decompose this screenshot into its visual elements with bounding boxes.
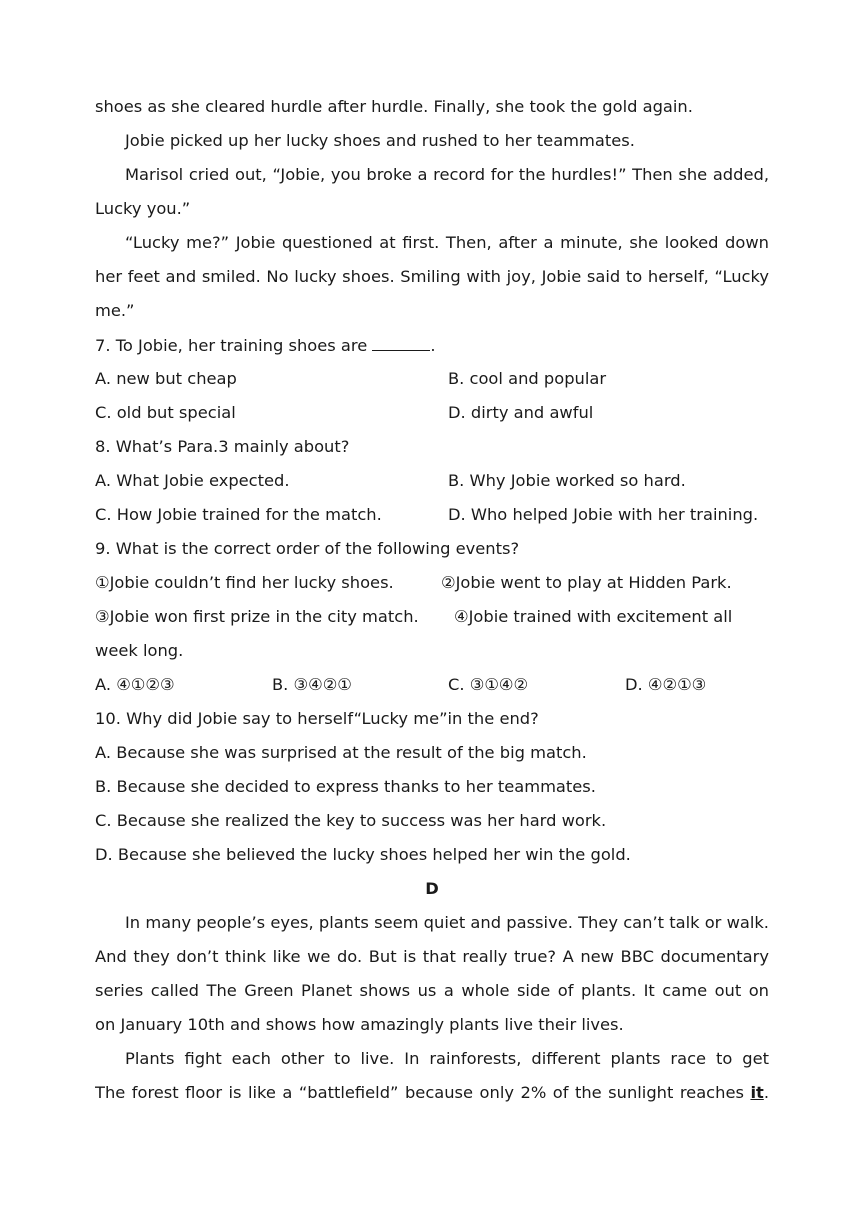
passage-line: In many people’s eyes, plants seem quiet and passive. They can’t talk or walk. <box>125 913 769 932</box>
question-8-option-d: D. Who helped Jobie with her training. <box>448 505 759 524</box>
question-8-option-c: C. How Jobie trained for the match. <box>95 505 382 524</box>
question-7-option-a: A. new but cheap <box>95 369 237 388</box>
story-line: “Lucky me?” Jobie questioned at first. Then, after a minute, she looked down <box>125 233 769 252</box>
passage-line: series called The Green Planet shows us a whole side of plants. It came out on <box>95 981 769 1000</box>
passage-line-last <box>95 1076 769 1110</box>
event-4: ④Jobie trained with excitement all <box>454 607 733 626</box>
question-9-events-row-2 <box>95 600 769 634</box>
question-7-row-2 <box>95 396 769 430</box>
question-9-option-a: A. ④①②③ <box>95 675 175 694</box>
document-page <box>95 90 769 1110</box>
event-4-continued: week long. <box>95 641 184 660</box>
story-line: shoes as she cleared hurdle after hurdle. Finally, she took the gold again. <box>95 97 693 116</box>
story-line: her feet and smiled. No lucky shoes. Smiling with joy, Jobie said to herself, “Lucky <box>95 267 769 286</box>
question-7-stem <box>95 328 769 362</box>
question-7-stem-text: 7. To Jobie, her training shoes are <box>95 336 373 355</box>
question-10-option-d: D. Because she believed the lucky shoes helped her win the gold. <box>95 845 631 864</box>
section-heading: D <box>425 879 439 898</box>
question-10-stem: 10. Why did Jobie say to herself“Lucky me”in the end? <box>95 709 539 728</box>
question-7-row-1 <box>95 362 769 396</box>
question-9-events-row-1 <box>95 566 769 600</box>
underlined-word: it <box>750 1083 764 1102</box>
question-8-row-2 <box>95 498 769 532</box>
story-line: Jobie picked up her lucky shoes and rushed to her teammates. <box>125 131 635 150</box>
passage-text: The forest floor is like a “battlefield” because only 2% of the sunlight reaches <box>95 1083 751 1102</box>
question-9-option-d: D. ④②①③ <box>625 675 707 694</box>
passage-line: And they don’t think like we do. But is that really true? A new BBC documentary <box>95 947 769 966</box>
event-3: ③Jobie won first prize in the city match. <box>95 607 419 626</box>
question-10-option-c: C. Because she realized the key to success was her hard work. <box>95 811 607 830</box>
question-7-option-c: C. old but special <box>95 403 236 422</box>
question-9-options <box>95 668 769 702</box>
story-line: me.” <box>95 301 135 320</box>
story-line: Marisol cried out, “Jobie, you broke a record for the hurdles!” Then she added, <box>125 165 769 184</box>
question-8-option-a: A. What Jobie expected. <box>95 471 290 490</box>
answer-blank <box>372 328 430 351</box>
story-line: Lucky you.” <box>95 199 191 218</box>
passage-line: on January 10th and shows how amazingly plants live their lives. <box>95 1015 624 1034</box>
event-2: ②Jobie went to play at Hidden Park. <box>441 573 732 592</box>
question-7-option-d: D. dirty and awful <box>448 403 594 422</box>
passage-period: . <box>763 1083 769 1102</box>
question-10-option-a: A. Because she was surprised at the result of the big match. <box>95 743 587 762</box>
question-7-option-b: B. cool and popular <box>448 369 607 388</box>
event-1: ①Jobie couldn’t find her lucky shoes. <box>95 573 394 592</box>
question-10-option-b: B. Because she decided to express thanks to her teammates. <box>95 777 596 796</box>
question-9-option-c: C. ③①④② <box>448 675 529 694</box>
question-9-option-b: B. ③④②① <box>272 675 352 694</box>
question-8-row-1 <box>95 464 769 498</box>
question-9-stem: 9. What is the correct order of the following events? <box>95 539 520 558</box>
question-8-stem: 8. What’s Para.3 mainly about? <box>95 437 350 456</box>
passage-line: Plants fight each other to live. In rainforests, different plants race to get <box>125 1049 769 1068</box>
question-7-stem-end: . <box>430 336 436 355</box>
question-8-option-b: B. Why Jobie worked so hard. <box>448 471 686 490</box>
